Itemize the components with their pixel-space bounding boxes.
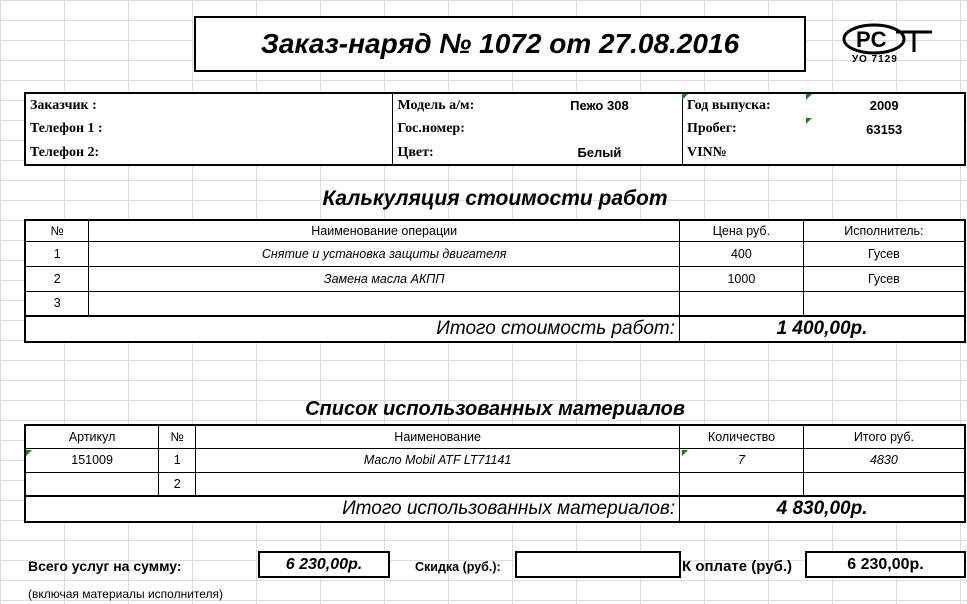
cell-comment-marker: [26, 450, 32, 456]
color-value[interactable]: Белый: [577, 145, 622, 160]
plate-label: Гос.номер:: [393, 117, 517, 141]
materials-row-qty[interactable]: 7: [680, 448, 804, 472]
model-value[interactable]: Пежо 308: [570, 98, 629, 113]
svg-text:PC: PC: [856, 27, 887, 52]
services-total-value[interactable]: 6 230,00р.: [258, 551, 390, 578]
works-row-worker[interactable]: Гусев: [803, 241, 965, 266]
customer-label: Заказчик :: [30, 97, 97, 113]
pay-value[interactable]: 6 230,00р.: [805, 551, 966, 578]
works-row-price[interactable]: [680, 291, 804, 316]
works-section-title: Калькуляция стоимости работ: [322, 187, 668, 210]
color-label: Цвет:: [393, 141, 517, 165]
works-row-worker[interactable]: [803, 291, 965, 316]
summary-note: (включая материалы исполнителя): [28, 587, 224, 601]
works-table: [24, 219, 966, 343]
materials-header-name: Наименование: [196, 425, 680, 448]
works-row-no[interactable]: 2: [25, 266, 89, 291]
logo-code: УО 7129: [852, 54, 898, 65]
table-row: [25, 448, 965, 472]
page-title: Заказ-наряд № 1072 от 27.08.2016: [194, 16, 806, 72]
vin-value[interactable]: [804, 141, 965, 165]
materials-row-name[interactable]: Масло Mobil ATF LT71141: [196, 448, 680, 472]
materials-row-qty[interactable]: [680, 472, 804, 496]
works-total-label: Итого стоимость работ:: [25, 316, 680, 342]
vehicle-info-table: [24, 92, 966, 166]
mileage-label: Пробег:: [682, 117, 804, 141]
works-row-price[interactable]: 1000: [680, 266, 804, 291]
materials-row-no[interactable]: 2: [159, 472, 196, 496]
services-total-label: Всего услуг на сумму:: [28, 558, 182, 574]
year-value[interactable]: 2009: [869, 98, 899, 113]
materials-header-sum: Итого руб.: [803, 425, 965, 448]
cell-comment-marker: [682, 94, 688, 100]
works-row-name[interactable]: [89, 291, 680, 316]
materials-total-label: Итого использованных материалов:: [25, 496, 680, 522]
materials-row-article[interactable]: 151009: [25, 448, 159, 472]
works-row-price[interactable]: 400: [680, 241, 804, 266]
materials-row-name[interactable]: [196, 472, 680, 496]
works-row-no[interactable]: 1: [25, 241, 89, 266]
materials-header-qty: Количество: [680, 425, 804, 448]
materials-row-sum[interactable]: [803, 472, 965, 496]
cell-comment-marker: [806, 94, 812, 100]
materials-header-no: №: [159, 425, 196, 448]
works-header-no: №: [25, 220, 89, 241]
works-row-worker[interactable]: Гусев: [803, 266, 965, 291]
materials-row-sum[interactable]: 4830: [803, 448, 965, 472]
rst-logo-icon: [842, 22, 934, 56]
phone2-label: Телефон 2:: [30, 144, 100, 160]
materials-row-no[interactable]: 1: [159, 448, 196, 472]
materials-header-article: Артикул: [25, 425, 159, 448]
phone1-label: Телефон 1 :: [30, 121, 103, 136]
materials-table: [24, 424, 966, 523]
discount-value[interactable]: [515, 551, 681, 578]
model-label: Модель а/м:: [393, 93, 517, 117]
table-row: [25, 241, 965, 266]
works-row-name[interactable]: Снятие и установка защиты двигателя: [89, 241, 680, 266]
vin-label: VIN№: [682, 141, 804, 165]
materials-total-value[interactable]: 4 830,00р.: [680, 496, 965, 522]
year-label: Год выпуска:: [682, 93, 804, 117]
mileage-value[interactable]: 63153: [866, 121, 903, 137]
cell-comment-marker: [682, 450, 688, 456]
pay-label: К оплате (руб.): [682, 558, 793, 575]
table-row: [25, 291, 965, 316]
materials-section-title: Список использованных материалов: [305, 398, 685, 420]
rst-certification-logo: [842, 22, 934, 70]
works-row-no[interactable]: 3: [25, 291, 89, 316]
cell-comment-marker: [806, 118, 812, 124]
materials-row-article[interactable]: [25, 472, 159, 496]
works-total-value[interactable]: 1 400,00р.: [680, 316, 966, 342]
works-row-name[interactable]: Замена масла АКПП: [89, 266, 680, 291]
works-header-price: Цена руб.: [680, 220, 804, 241]
table-row: [25, 472, 965, 496]
works-header-worker: Исполнитель:: [803, 220, 965, 241]
plate-value[interactable]: [517, 117, 683, 141]
table-row: [25, 266, 965, 291]
discount-label: Скидка (руб.):: [415, 560, 501, 574]
works-header-name: Наименование операции: [89, 220, 680, 241]
